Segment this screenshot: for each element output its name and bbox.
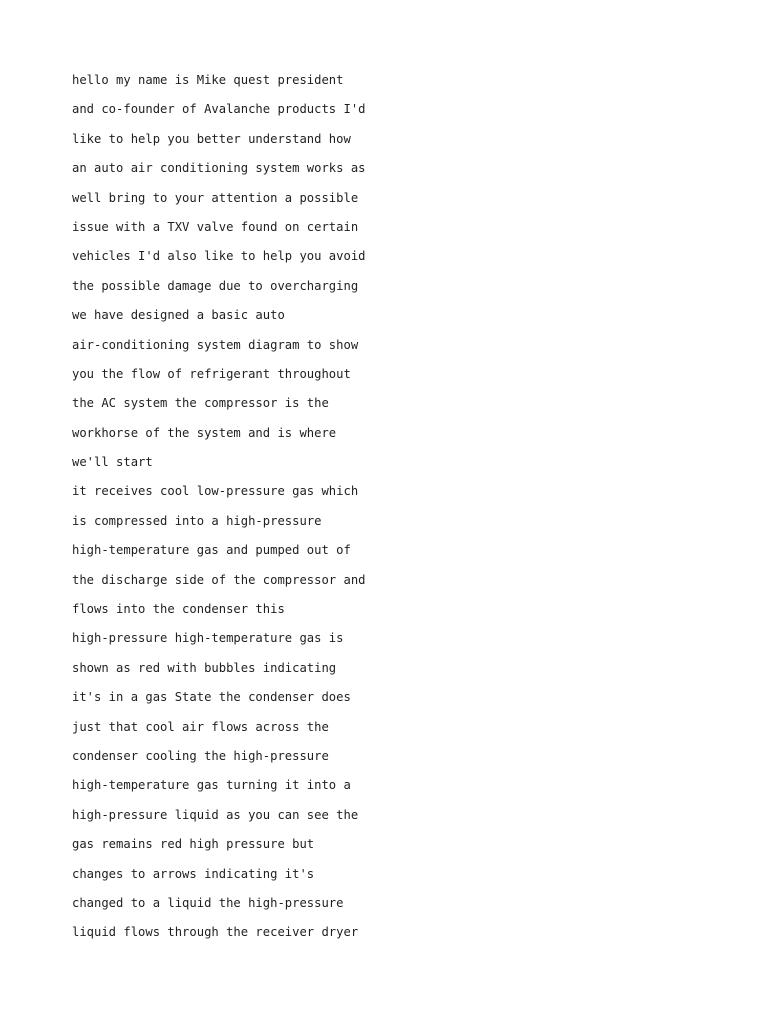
transcript-line: and co-founder of Avalanche products I'd: [72, 102, 366, 117]
transcript-line: air-conditioning system diagram to show: [72, 337, 359, 352]
transcript-line: changes to arrows indicating it's: [72, 866, 315, 881]
transcript-line: issue with a TXV valve found on certain: [72, 219, 359, 234]
transcript-line: liquid flows through the receiver dryer: [72, 925, 359, 940]
transcript-line: high-pressure liquid as you can see the: [72, 807, 359, 822]
transcript-line: high-pressure high-temperature gas is: [72, 631, 344, 646]
transcript-line: high-temperature gas turning it into a: [72, 778, 351, 793]
transcript-line: the possible damage due to overcharging: [72, 278, 359, 293]
transcript-line: we'll start: [72, 455, 153, 470]
transcript-line: we have designed a basic auto: [72, 308, 285, 323]
transcript-line: it's in a gas State the condenser does: [72, 690, 351, 705]
transcript-line: an auto air conditioning system works as: [72, 161, 366, 176]
transcript-line: workhorse of the system and is where: [72, 425, 337, 440]
transcript-line: hello my name is Mike quest president: [72, 73, 344, 87]
transcript-line: condenser cooling the high-pressure: [72, 748, 329, 763]
transcript-line: well bring to your attention a possible: [72, 190, 359, 205]
transcript-line: you the flow of refrigerant throughout: [72, 366, 351, 381]
transcript-line: vehicles I'd also like to help you avoid: [72, 249, 366, 264]
transcript-line: just that cool air flows across the: [72, 719, 329, 734]
transcript-line: the AC system the compressor is the: [72, 396, 329, 411]
transcript-line: changed to a liquid the high-pressure: [72, 895, 344, 910]
transcript-line: shown as red with bubbles indicating: [72, 660, 337, 675]
transcript-line: high-temperature gas and pumped out of: [72, 543, 351, 558]
transcript-line: it receives cool low-pressure gas which: [72, 484, 359, 499]
transcript-line: gas remains red high pressure but: [72, 837, 315, 852]
transcript-line: the discharge side of the compressor and: [72, 572, 366, 587]
transcript-line: like to help you better understand how: [72, 131, 351, 146]
transcript-line: flows into the condenser this: [72, 602, 285, 617]
transcript-text: [72, 66, 672, 948]
transcript-line: is compressed into a high-pressure: [72, 513, 322, 528]
